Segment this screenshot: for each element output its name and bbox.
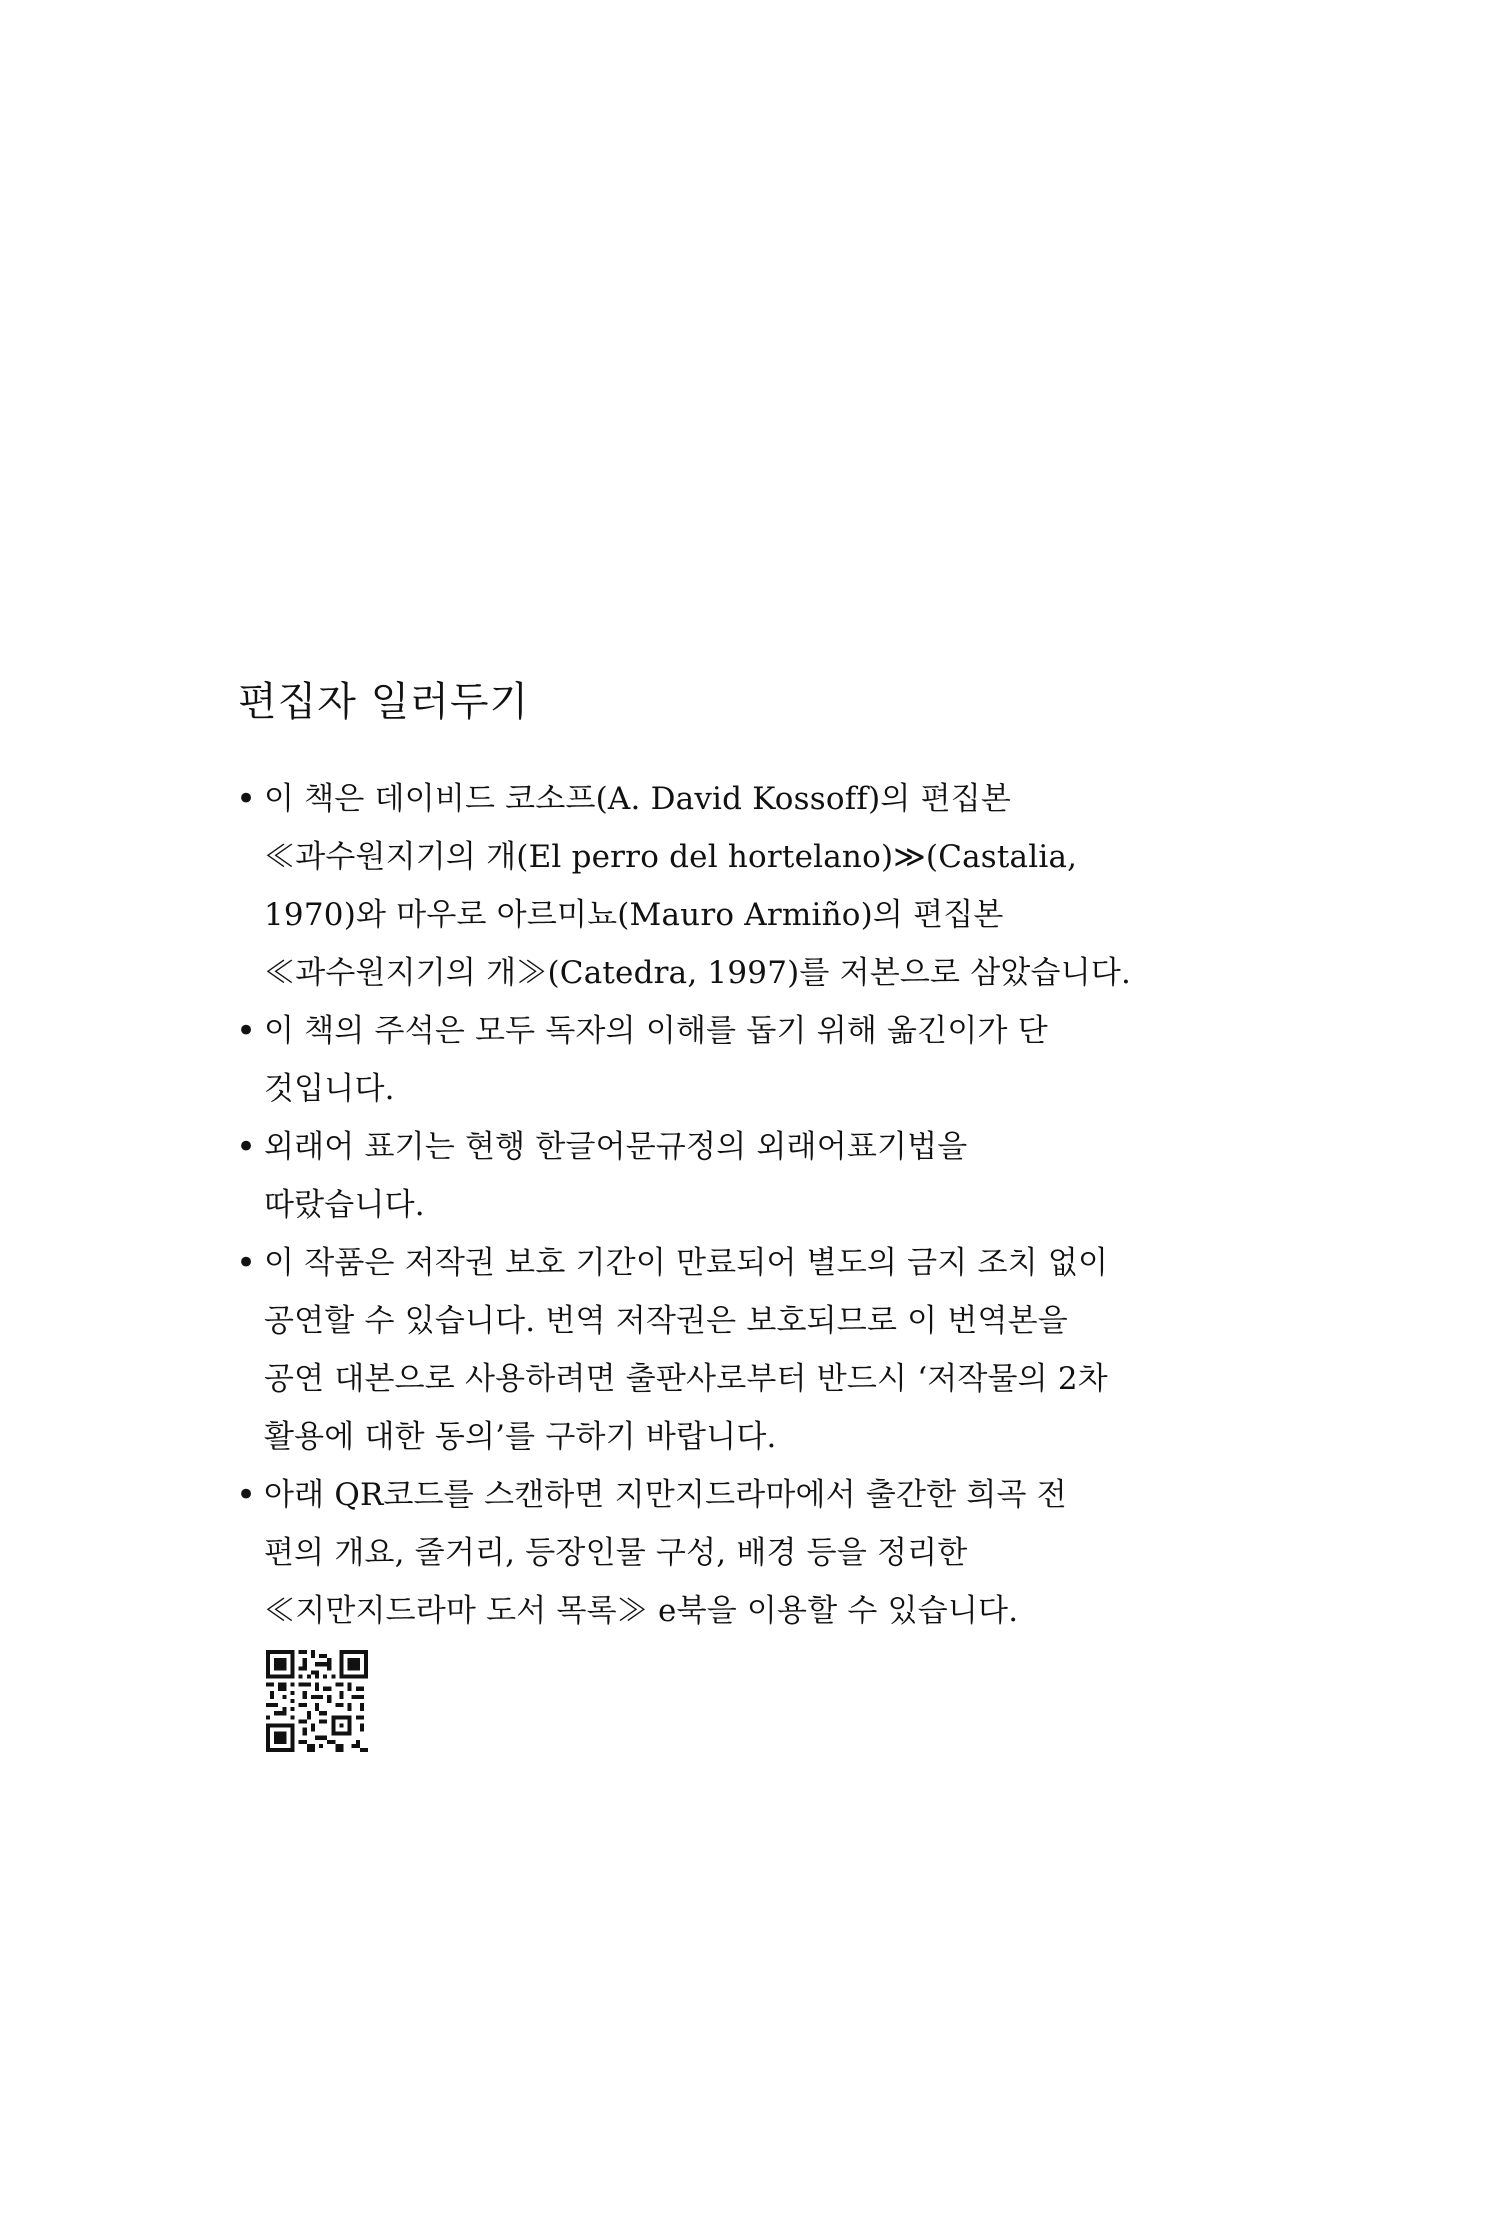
note-line: 것입니다. bbox=[264, 1071, 395, 1107]
bullet-icon: • bbox=[236, 1127, 257, 1167]
note-line: 따랐습니다. bbox=[264, 1187, 425, 1223]
qr-code-icon[interactable] bbox=[266, 1650, 368, 1752]
bullet-icon: • bbox=[236, 779, 257, 819]
note-item bbox=[236, 1002, 1236, 1118]
note-line: 공연 대본으로 사용하려면 출판사로부터 반드시 ‘저작물의 2차 bbox=[264, 1361, 1108, 1397]
note-line: 이 작품은 저작권 보호 기간이 만료되어 별도의 금지 조치 없이 bbox=[264, 1245, 1109, 1281]
note-item bbox=[236, 770, 1236, 1002]
note-line: 공연할 수 있습니다. 번역 저작권은 보호되므로 이 번역본을 bbox=[264, 1303, 1068, 1339]
note-line: 이 책의 주석은 모두 독자의 이해를 돕기 위해 옮긴이가 단 bbox=[264, 1013, 1048, 1049]
note-line: ≪지만지드라마 도서 목록≫ e북을 이용할 수 있습니다. bbox=[264, 1593, 1019, 1629]
note-line: 1970)와 마우로 아르미뇨(Mauro Armiño)의 편집본 bbox=[264, 897, 1004, 933]
note-line: ≪과수원지기의 개≫(Catedra, 1997)를 저본으로 삼았습니다. bbox=[264, 955, 1132, 991]
note-item bbox=[236, 1118, 1236, 1234]
bullet-icon: • bbox=[236, 1475, 257, 1515]
note-item bbox=[236, 1466, 1236, 1640]
note-line: ≪과수원지기의 개(El perro del hortelano)≫(Castalia, bbox=[264, 839, 1078, 875]
page-title: 편집자 일러두기 bbox=[238, 679, 530, 725]
note-line: 활용에 대한 동의’를 구하기 바랍니다. bbox=[264, 1419, 777, 1455]
note-line: 편의 개요, 줄거리, 등장인물 구성, 배경 등을 정리한 bbox=[264, 1535, 968, 1571]
note-line: 이 책은 데이비드 코소프(A. David Kossoff)의 편집본 bbox=[264, 781, 1012, 817]
bullet-icon: • bbox=[236, 1011, 257, 1051]
bullet-icon: • bbox=[236, 1243, 257, 1283]
note-item bbox=[236, 1234, 1236, 1466]
note-line: 외래어 표기는 현행 한글어문규정의 외래어표기법을 bbox=[264, 1129, 968, 1165]
notes-list bbox=[236, 770, 1236, 1640]
note-line: 아래 QR코드를 스캔하면 지만지드라마에서 출간한 희곡 전 bbox=[264, 1477, 1067, 1513]
